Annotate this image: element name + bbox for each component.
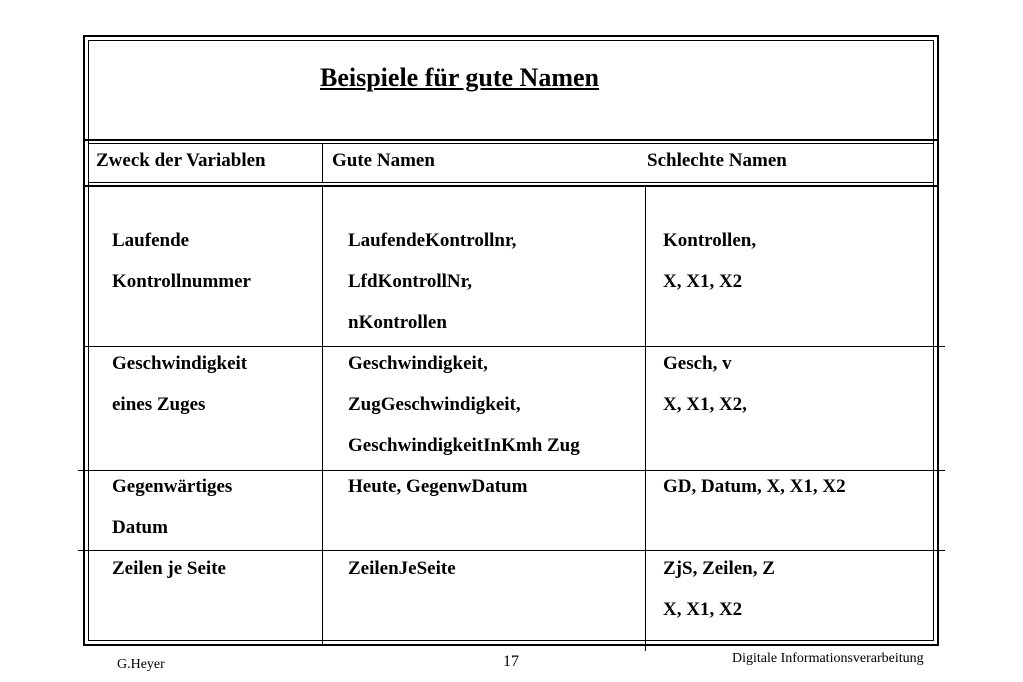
table-cell-bad-line: ZjS, Zeilen, Z: [663, 558, 775, 579]
column-divider-2: [645, 185, 646, 651]
table-cell-good-line: LaufendeKontrollnr,: [348, 230, 517, 251]
header-good-names: Gute Namen: [332, 150, 435, 171]
footer-course: Digitale Informationsverarbeitung: [732, 651, 924, 666]
table-cell-good-line: LfdKontrollNr,: [348, 271, 473, 292]
table-cell-good-line: Heute, GegenwDatum: [348, 476, 528, 497]
table-cell-purpose-line: eines Zuges: [112, 394, 206, 415]
table-cell-bad-line: Kontrollen,: [663, 230, 757, 251]
table-cell-purpose-line: Gegenwärtiges: [112, 476, 233, 497]
table-cell-bad-line: X, X1, X2: [663, 271, 743, 292]
footer-page-number: 17: [503, 653, 519, 670]
header-bottom-rule: [83, 185, 939, 187]
footer-author: G.Heyer: [117, 657, 165, 672]
table-cell-bad-line: Gesch, v: [663, 353, 732, 374]
header-column-divider: [322, 143, 323, 183]
table-cell-good-line: Geschwindigkeit,: [348, 353, 488, 374]
table-cell-good-line: ZeilenJeSeite: [348, 558, 456, 579]
table-cell-purpose-line: Geschwindigkeit: [112, 353, 248, 374]
table-cell-purpose-line: Zeilen je Seite: [112, 558, 226, 579]
table-cell-purpose-line: Datum: [112, 517, 168, 538]
table-cell-purpose-line: Kontrollnummer: [112, 271, 251, 292]
header-top-rule: [83, 139, 939, 141]
table-cell-bad-line: GD, Datum, X, X1, X2: [663, 476, 846, 497]
table-cell-good-line: ZugGeschwindigkeit,: [348, 394, 521, 415]
header-purpose: Zweck der Variablen: [96, 150, 266, 171]
header-bad-names: Schlechte Namen: [647, 150, 787, 171]
table-cell-purpose-line: Laufende: [112, 230, 190, 251]
table-cell-good-line: nKontrollen: [348, 312, 447, 333]
column-divider-1: [322, 185, 323, 644]
table-cell-good-line: GeschwindigkeitInKmh Zug: [348, 435, 580, 456]
table-cell-bad-line: X, X1, X2: [663, 599, 743, 620]
slide-title: Beispiele für gute Namen: [320, 63, 599, 92]
table-cell-bad-line: X, X1, X2,: [663, 394, 747, 415]
